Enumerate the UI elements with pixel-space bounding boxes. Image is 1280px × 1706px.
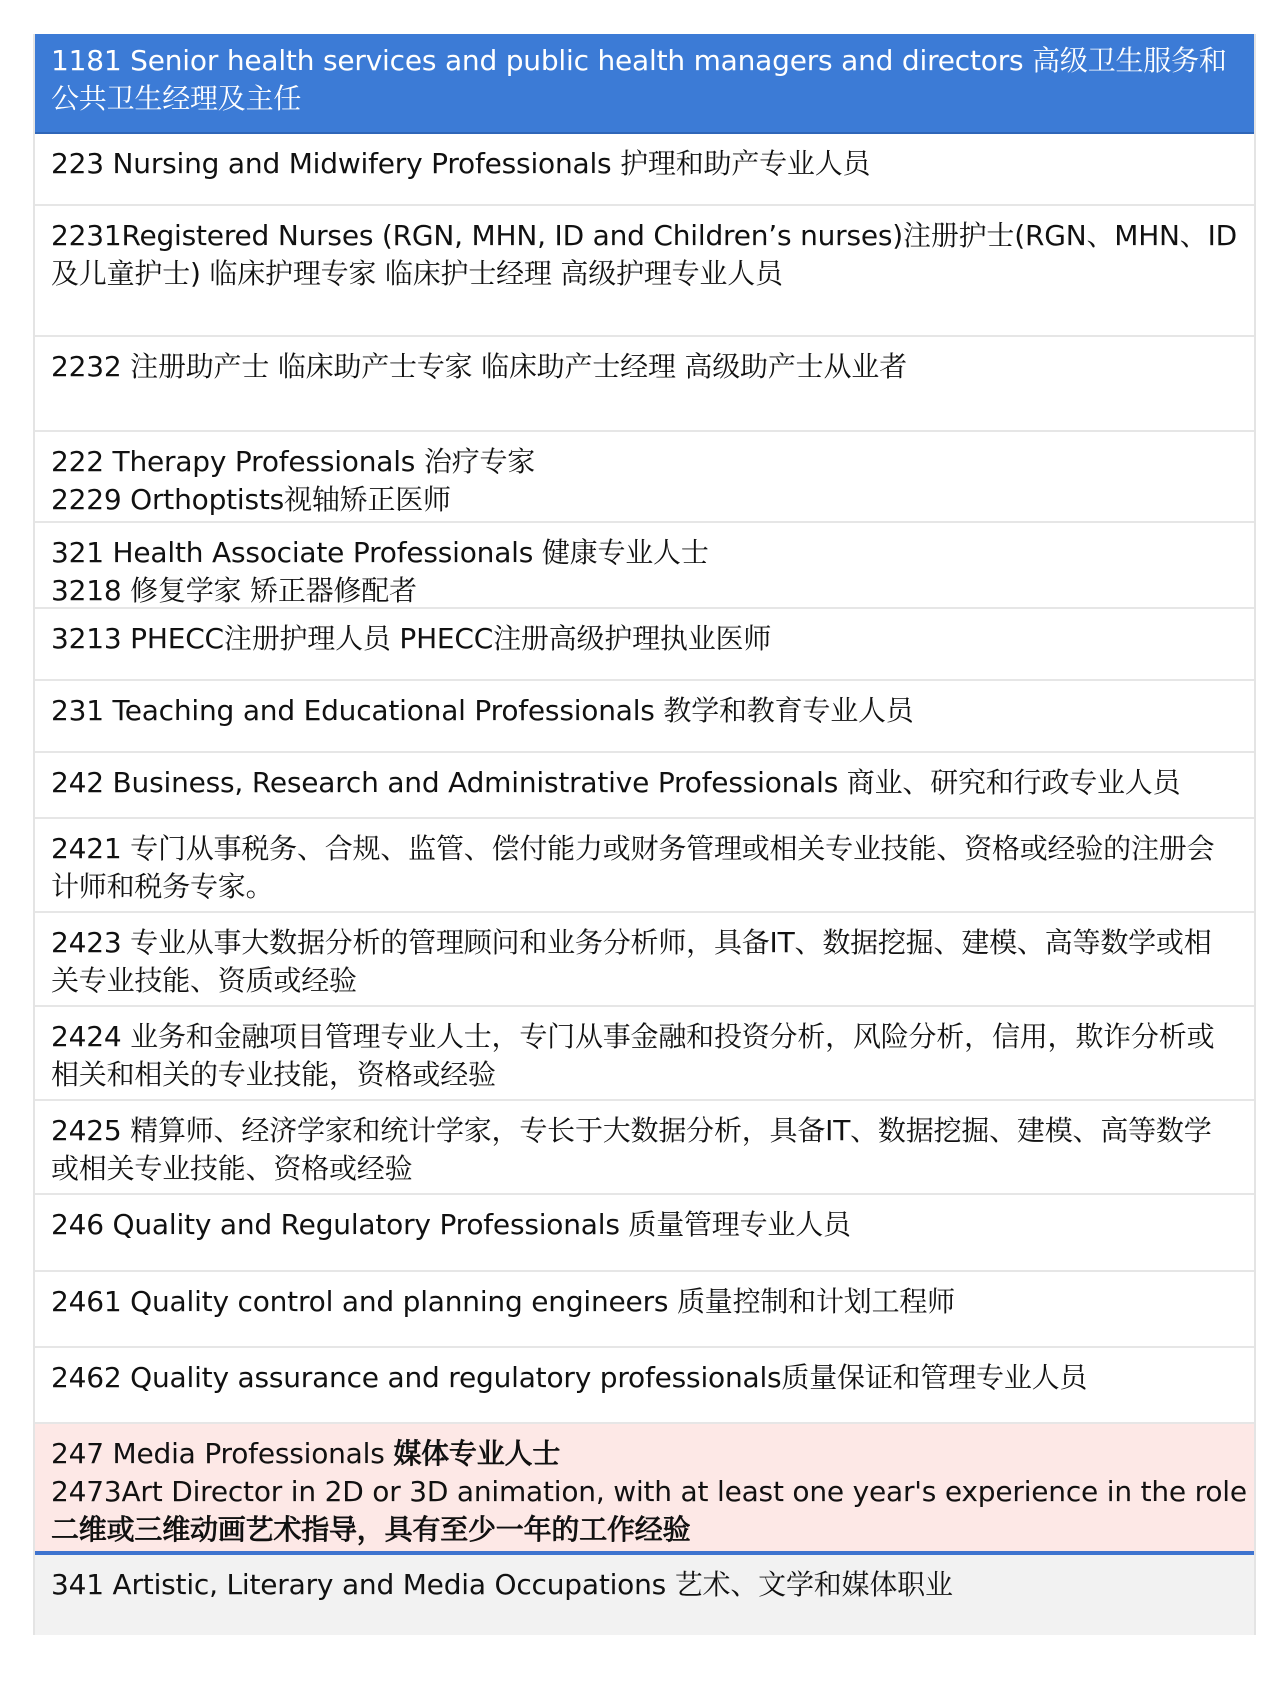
row-text: 2461 Quality control and planning engineers 质量控制和计划工程师	[51, 1285, 955, 1318]
table-row	[35, 523, 1254, 609]
table-row	[35, 1101, 1254, 1195]
row-text-bold: 二维或三维动画艺术指导，具有至少一年的工作经验	[51, 1513, 691, 1546]
table-row	[35, 819, 1254, 913]
row-text: 3218 修复学家 矫正器修配者	[51, 574, 417, 607]
media-title-zh: 媒体专业人士	[393, 1437, 561, 1470]
media-title-en: 247 Media Professionals	[51, 1437, 394, 1470]
row-text: 222 Therapy Professionals 治疗专家	[51, 445, 536, 478]
table-row	[35, 1555, 1254, 1635]
row-text: 1181 Senior health services and public health managers and directors 高级卫生服务和公共卫生经理及主任	[51, 44, 1227, 115]
row-text: 2424 业务和金融项目管理专业人士，专门从事金融和投资分析，风险分析，信用，欺诈分析或相关和相关的专业技能，资格或经验	[51, 1020, 1215, 1091]
row-text: 242 Business, Research and Administrative Professionals 商业、研究和行政专业人员	[51, 766, 1181, 799]
row-text: 246 Quality and Regulatory Professionals 质量管理专业人员	[51, 1208, 851, 1241]
row-text: 2421 专门从事税务、合规、监管、偿付能力或财务管理或相关专业技能、资格或经验的注册会计师和税务专家。	[51, 832, 1215, 903]
row-text: 2423 专业从事大数据分析的管理顾问和业务分析师，具备IT、数据挖掘、建模、高等数学或相关专业技能、资质或经验	[51, 926, 1212, 997]
row-text: 341 Artistic, Literary and Media Occupations 艺术、文学和媒体职业	[51, 1568, 953, 1601]
table-row	[35, 1348, 1254, 1424]
row-text: 321 Health Associate Professionals 健康专业人士	[51, 536, 709, 569]
table-row	[35, 206, 1254, 337]
row-text	[51, 1435, 1238, 1473]
row-text: 3213 PHECC注册护理人员 PHECC注册高级护理执业医师	[51, 622, 772, 655]
table-row	[35, 432, 1254, 523]
table-row	[35, 1195, 1254, 1272]
row-text: 2473Art Director in 2D or 3D animation, with at least one year's experience in the role	[51, 1475, 1247, 1508]
occupation-table	[33, 34, 1256, 1635]
row-text: 223 Nursing and Midwifery Professionals 护理和助产专业人员	[51, 147, 871, 180]
row-text: 2232 注册助产士 临床助产士专家 临床助产士经理 高级助产士从业者	[51, 350, 907, 383]
table-row	[35, 913, 1254, 1007]
table-row-highlighted	[35, 1424, 1254, 1555]
row-text: 231 Teaching and Educational Professionals 教学和教育专业人员	[51, 694, 914, 727]
row-text: 2462 Quality assurance and regulatory professionals质量保证和管理专业人员	[51, 1361, 1088, 1394]
table-row	[35, 337, 1254, 432]
table-row	[35, 681, 1254, 753]
row-text: 2231Registered Nurses (RGN, MHN, ID and Children’s nurses)注册护士(RGN、MHN、ID及儿童护士) 临床护理专家 临床护士经理 高级护理专业人员	[51, 219, 1238, 290]
table-row	[35, 1007, 1254, 1101]
row-text: 2229 Orthoptists视轴矫正医师	[51, 483, 451, 516]
table-row	[35, 134, 1254, 206]
table-row	[35, 1272, 1254, 1348]
table-row-header	[35, 34, 1254, 134]
table-row	[35, 609, 1254, 681]
table-row	[35, 753, 1254, 819]
row-text: 2425 精算师、经济学家和统计学家，专长于大数据分析，具备IT、数据挖掘、建模、高等数学或相关专业技能、资格或经验	[51, 1114, 1212, 1185]
